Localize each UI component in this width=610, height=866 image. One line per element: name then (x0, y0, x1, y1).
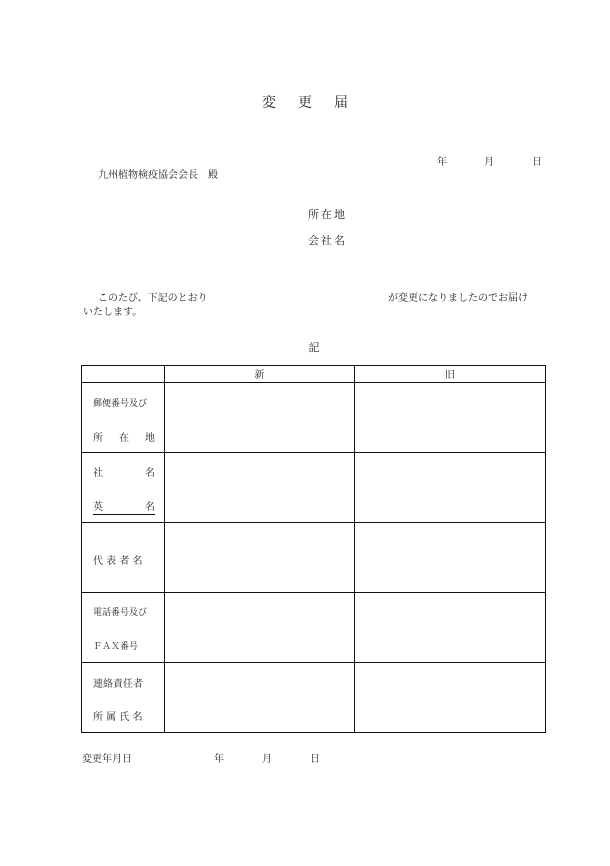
label-address (93, 429, 155, 444)
label-company-char: 社 (93, 468, 103, 479)
row-label-contact (82, 663, 165, 733)
old-value-cell[interactable] (355, 383, 546, 453)
label-english-char: 英 (93, 502, 103, 513)
change-date-day: 日 (310, 754, 320, 765)
new-value-cell[interactable] (165, 593, 355, 663)
header-blank-cell (82, 366, 165, 383)
table-row (82, 523, 546, 593)
body-text-line1-left: このたび、下記のとおり (98, 293, 208, 304)
table-row (82, 663, 546, 733)
label-english-char: 名 (145, 502, 155, 513)
label-postal-code: 郵便番号及び (93, 399, 148, 409)
label-representative: 代 表 者 名 (93, 556, 143, 567)
label-contact-person: 連絡責任者 (93, 679, 143, 690)
row-label-representative (82, 523, 165, 593)
date-day-label: 日 (532, 157, 542, 168)
addressee: 九州植物検疫協会会長 殿 (98, 170, 218, 181)
change-date-year: 年 (214, 754, 224, 765)
label-company-name (93, 464, 155, 479)
label-address-char: 在 (119, 433, 129, 444)
label-address-char: 所 (93, 433, 103, 444)
new-value-cell[interactable] (165, 383, 355, 453)
row-label-postal-address (82, 383, 165, 453)
label-department-name: 所 属 氏 名 (93, 712, 143, 723)
company-name-label: 会社名 (308, 234, 347, 247)
change-date-label: 変更年月日 (82, 754, 132, 765)
ki-heading: 記 (308, 341, 320, 354)
old-value-cell[interactable] (355, 453, 546, 523)
body-text-line1-right: が変更になりましたのでお届け (388, 293, 528, 304)
change-table (81, 365, 546, 733)
document-title: 変更届 (262, 95, 370, 111)
label-fax: ＦＡＸ番号 (93, 642, 139, 652)
table-header-row (82, 366, 546, 383)
date-year-label: 年 (437, 157, 447, 168)
label-address-char: 地 (145, 433, 155, 444)
old-value-cell[interactable] (355, 593, 546, 663)
table-row (82, 593, 546, 663)
label-english-name (93, 498, 155, 515)
row-label-company-name (82, 453, 165, 523)
date-month-label: 月 (484, 157, 494, 168)
old-value-cell[interactable] (355, 523, 546, 593)
change-date-month: 月 (262, 754, 272, 765)
table-row (82, 453, 546, 523)
header-new: 新 (165, 366, 355, 383)
body-text-line2: いたします。 (83, 307, 143, 318)
table-row (82, 383, 546, 453)
new-value-cell[interactable] (165, 523, 355, 593)
label-company-char: 名 (145, 468, 155, 479)
address-label: 所在地 (308, 208, 347, 221)
old-value-cell[interactable] (355, 663, 546, 733)
row-label-phone-fax (82, 593, 165, 663)
label-phone: 電話番号及び (93, 608, 148, 618)
new-value-cell[interactable] (165, 453, 355, 523)
header-old: 旧 (355, 366, 546, 383)
new-value-cell[interactable] (165, 663, 355, 733)
